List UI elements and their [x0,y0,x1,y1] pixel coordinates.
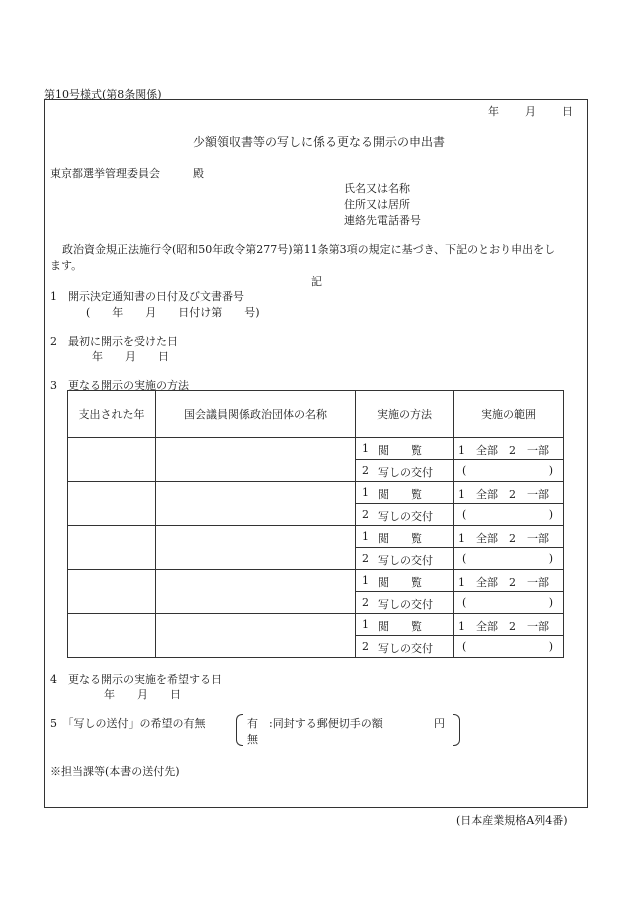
year-cell[interactable] [68,526,156,570]
scope-paren-close: ) [548,464,553,477]
item2-detail: 年 月 日 [92,350,169,363]
scope-option-cell[interactable] [454,614,564,636]
scope-option-cell[interactable] [454,570,564,592]
header-method: 実施の方法 [356,391,454,438]
item5-yen: 円 [434,717,445,730]
method-view-label: 閲 覧 [378,444,422,457]
body-text-line1: 政治資金規正法施行令(昭和50年政令第277号)第11条第3項の規定に基づき、下記のとおり申出をし [62,243,556,256]
form-number: 第10号様式(第8条関係) [44,88,162,101]
contact-section: ※担当課等(本書の送付先) [50,765,180,778]
org-name-cell[interactable] [156,438,356,482]
scope-detail-cell[interactable] [454,504,564,526]
method-view-cell[interactable] [356,614,454,636]
right-brace [453,714,460,746]
method-view-label: 閲 覧 [378,488,422,501]
method-view-cell[interactable] [356,438,454,460]
body-text-line2: ます。 [50,259,83,272]
table-row [68,614,564,636]
method-view-label: 閲 覧 [378,532,422,545]
applicant-phone-label: 連絡先電話番号 [344,214,421,227]
table-row [68,482,564,504]
org-name-cell[interactable] [156,614,356,658]
org-name-cell[interactable] [156,482,356,526]
scope-detail-cell[interactable] [454,636,564,658]
scope-paren-close: ) [548,552,553,565]
year-cell[interactable] [68,482,156,526]
method-view-cell[interactable] [356,526,454,548]
method-view-num: 1 [362,530,369,543]
item4-detail: 年 月 日 [104,688,181,701]
table-header-row [68,391,564,438]
table-row [68,438,564,460]
scope-paren-open: ( [462,640,467,653]
item2-title: 2 最初に開示を受けた日 [50,335,178,348]
header-scope: 実施の範囲 [454,391,564,438]
item5-no: 無 [247,733,258,746]
scope-option-cell[interactable] [454,438,564,460]
paper-size-note: (日本産業規格A列4番) [456,814,568,827]
year-cell[interactable] [68,570,156,614]
scope-paren-open: ( [462,596,467,609]
item4-title: 4 更なる開示の実施を希望する日 [50,673,222,686]
item5-yes: 有 :同封する郵便切手の額 [247,717,383,730]
scope-detail-cell[interactable] [454,548,564,570]
method-view-label: 閲 覧 [378,620,422,633]
method-copy-cell[interactable] [356,504,454,526]
method-copy-num: 2 [362,640,369,653]
method-copy-label: 写しの交付 [378,466,433,479]
item3-title: 3 更なる開示の実施の方法 [50,379,189,392]
method-view-label: 閲 覧 [378,576,422,589]
document-title: 少額領収書等の写しに係る更なる開示の申出書 [193,135,446,149]
scope-paren-close: ) [548,596,553,609]
scope-options: 1 全部 2 一部 [458,532,549,545]
method-copy-num: 2 [362,552,369,565]
header-org-name: 国会議員関係政治団体の名称 [156,391,356,438]
addressee: 東京都選挙管理委員会 [50,167,160,180]
method-view-cell[interactable] [356,482,454,504]
item5-title: 5 「写しの送付」の希望の有無 [50,717,206,730]
date-month: 月 [525,105,536,118]
org-name-cell[interactable] [156,570,356,614]
scope-detail-cell[interactable] [454,460,564,482]
year-cell[interactable] [68,614,156,658]
method-view-num: 1 [362,618,369,631]
method-view-cell[interactable] [356,570,454,592]
scope-paren-close: ) [548,508,553,521]
table-row [68,526,564,548]
scope-paren-open: ( [462,464,467,477]
honorific: 殿 [193,167,204,180]
scope-options: 1 全部 2 一部 [458,620,549,633]
method-view-num: 1 [362,574,369,587]
method-copy-label: 写しの交付 [378,554,433,567]
date-day: 日 [562,105,573,118]
method-copy-cell[interactable] [356,460,454,482]
method-copy-label: 写しの交付 [378,642,433,655]
ki-heading: 記 [311,275,322,288]
applicant-address-label: 住所又は居所 [344,198,410,211]
left-brace [236,714,243,746]
method-copy-label: 写しの交付 [378,598,433,611]
disclosure-table [67,390,564,658]
year-cell[interactable] [68,438,156,482]
item1-detail: ( 年 月 日付け第 号) [86,306,260,319]
scope-options: 1 全部 2 一部 [458,576,549,589]
method-view-num: 1 [362,442,369,455]
date-year: 年 [488,105,499,118]
method-copy-cell[interactable] [356,636,454,658]
table-row [68,570,564,592]
scope-option-cell[interactable] [454,482,564,504]
method-copy-num: 2 [362,508,369,521]
method-copy-label: 写しの交付 [378,510,433,523]
scope-options: 1 全部 2 一部 [458,444,549,457]
method-copy-cell[interactable] [356,592,454,614]
scope-option-cell[interactable] [454,526,564,548]
scope-paren-open: ( [462,552,467,565]
header-year: 支出された年 [68,391,156,438]
scope-paren-open: ( [462,508,467,521]
scope-paren-close: ) [548,640,553,653]
method-copy-num: 2 [362,596,369,609]
scope-detail-cell[interactable] [454,592,564,614]
scope-options: 1 全部 2 一部 [458,488,549,501]
method-view-num: 1 [362,486,369,499]
method-copy-num: 2 [362,464,369,477]
org-name-cell[interactable] [156,526,356,570]
method-copy-cell[interactable] [356,548,454,570]
applicant-name-label: 氏名又は名称 [344,182,410,195]
item1-title: 1 開示決定通知書の日付及び文書番号 [50,290,244,303]
